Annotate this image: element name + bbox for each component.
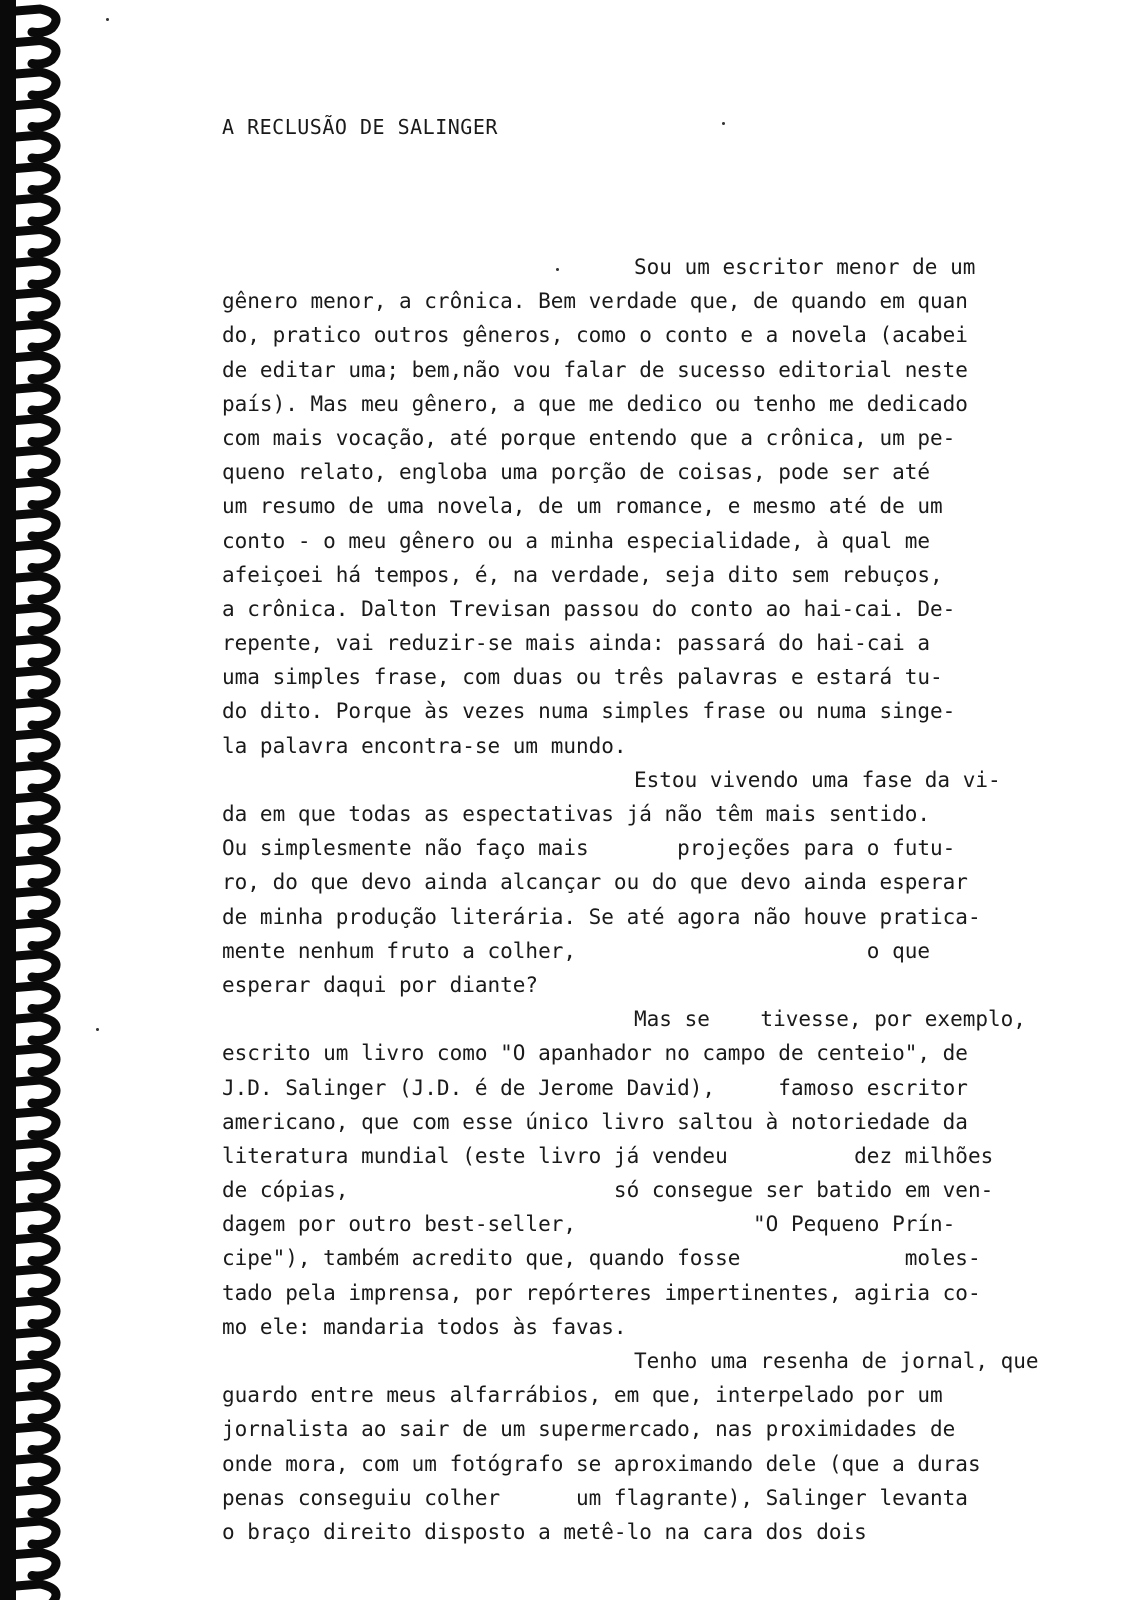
text-line: ro, do que devo ainda alcançar ou do que devo ainda esperar (222, 870, 968, 895)
text-line: mo ele: mandaria todos às favas. (222, 1314, 627, 1339)
text-line: esperar daqui por diante? (222, 972, 539, 997)
text-line: tado pela imprensa, por repórteres impertinentes, agiria co- (222, 1280, 981, 1305)
text-line: da em que todas as espectativas já não têm mais sentido. (222, 802, 931, 826)
text-line: onde mora, com um fotógrafo se aproximando dele (que a duras (222, 1451, 981, 1476)
stray-mark (722, 122, 725, 125)
stray-mark (106, 18, 109, 21)
text-line: queno relato, engloba uma porção de coisas, pode ser até (222, 460, 931, 485)
text-line: americano, que com esse único livro saltou à notoriedade da (222, 1109, 968, 1134)
text-line: cipe"), também acredito que, quando fosse moles- (222, 1246, 981, 1271)
text-line: de editar uma; bem,não vou falar de sucesso editorial neste (222, 357, 968, 382)
text-line: escrito um livro como "O apanhador no campo de centeio", de (222, 1041, 968, 1066)
text-line: gênero menor, a crônica. Bem verdade que, de quando em quan (222, 289, 968, 314)
page-title: A RECLUSÃO DE SALINGER (222, 115, 498, 139)
text-line: do dito. Porque às vezes numa simples frase ou numa singe- (222, 699, 956, 724)
text-line: a crônica. Dalton Trevisan passou do conto ao hai-cai. De- (222, 596, 956, 621)
text-line: de minha produção literária. Se até agora não houve pratica- (222, 904, 981, 929)
text-line: uma simples frase, com duas ou três palavras e estará tu- (222, 665, 943, 690)
body-text (222, 250, 1052, 1549)
text-line: dagem por outro best-seller, "O Pequeno Prín- (222, 1212, 956, 1237)
text-line: literatura mundial (este livro já vendeu dez milhões (222, 1143, 994, 1168)
text-line: J.D. Salinger (J.D. é de Jerome David), famoso escritor (222, 1075, 968, 1100)
spiral-binding (0, 0, 78, 1600)
text-line: Sou um escritor menor de um (634, 255, 976, 279)
text-line: Ou simplesmente não faço mais projeções para o futu- (222, 836, 956, 861)
text-line: afeiçoei há tempos, é, na verdade, seja dito sem rebuços, (222, 562, 943, 587)
text-line: um resumo de uma novela, de um romance, e mesmo até de um (222, 494, 943, 519)
text-line: de cópias, só consegue ser batido em ven- (222, 1178, 994, 1203)
text-line: Tenho uma resenha de jornal, que (634, 1349, 1039, 1373)
text-line: repente, vai reduzir-se mais ainda: passará do hai-cai a (222, 631, 931, 656)
stray-mark (556, 268, 559, 271)
text-line: penas conseguiu colher um flagrante), Salinger levanta (222, 1485, 968, 1510)
text-line: com mais vocação, até porque entendo que a crônica, um pe- (222, 425, 956, 450)
stray-mark (96, 1028, 99, 1031)
text-line: Mas se tivesse, por exemplo, (634, 1007, 1026, 1032)
text-line: Estou vivendo uma fase da vi- (634, 767, 1001, 792)
text-line: país). Mas meu gênero, a que me dedico ou tenho me dedicado (222, 391, 968, 416)
text-line: la palavra encontra-se um mundo. (222, 733, 627, 758)
text-line: do, pratico outros gêneros, como o conto e a novela (acabei (222, 323, 968, 348)
text-line: guardo entre meus alfarrábios, em que, interpelado por um (222, 1383, 943, 1408)
text-line: conto - o meu gênero ou a minha especialidade, à qual me (222, 528, 931, 553)
text-line: o braço direito disposto a metê-lo na cara dos dois (222, 1519, 867, 1544)
text-line: mente nenhum fruto a colher, o que (222, 938, 931, 963)
text-line: jornalista ao sair de um supermercado, nas proximidades de (222, 1417, 956, 1442)
